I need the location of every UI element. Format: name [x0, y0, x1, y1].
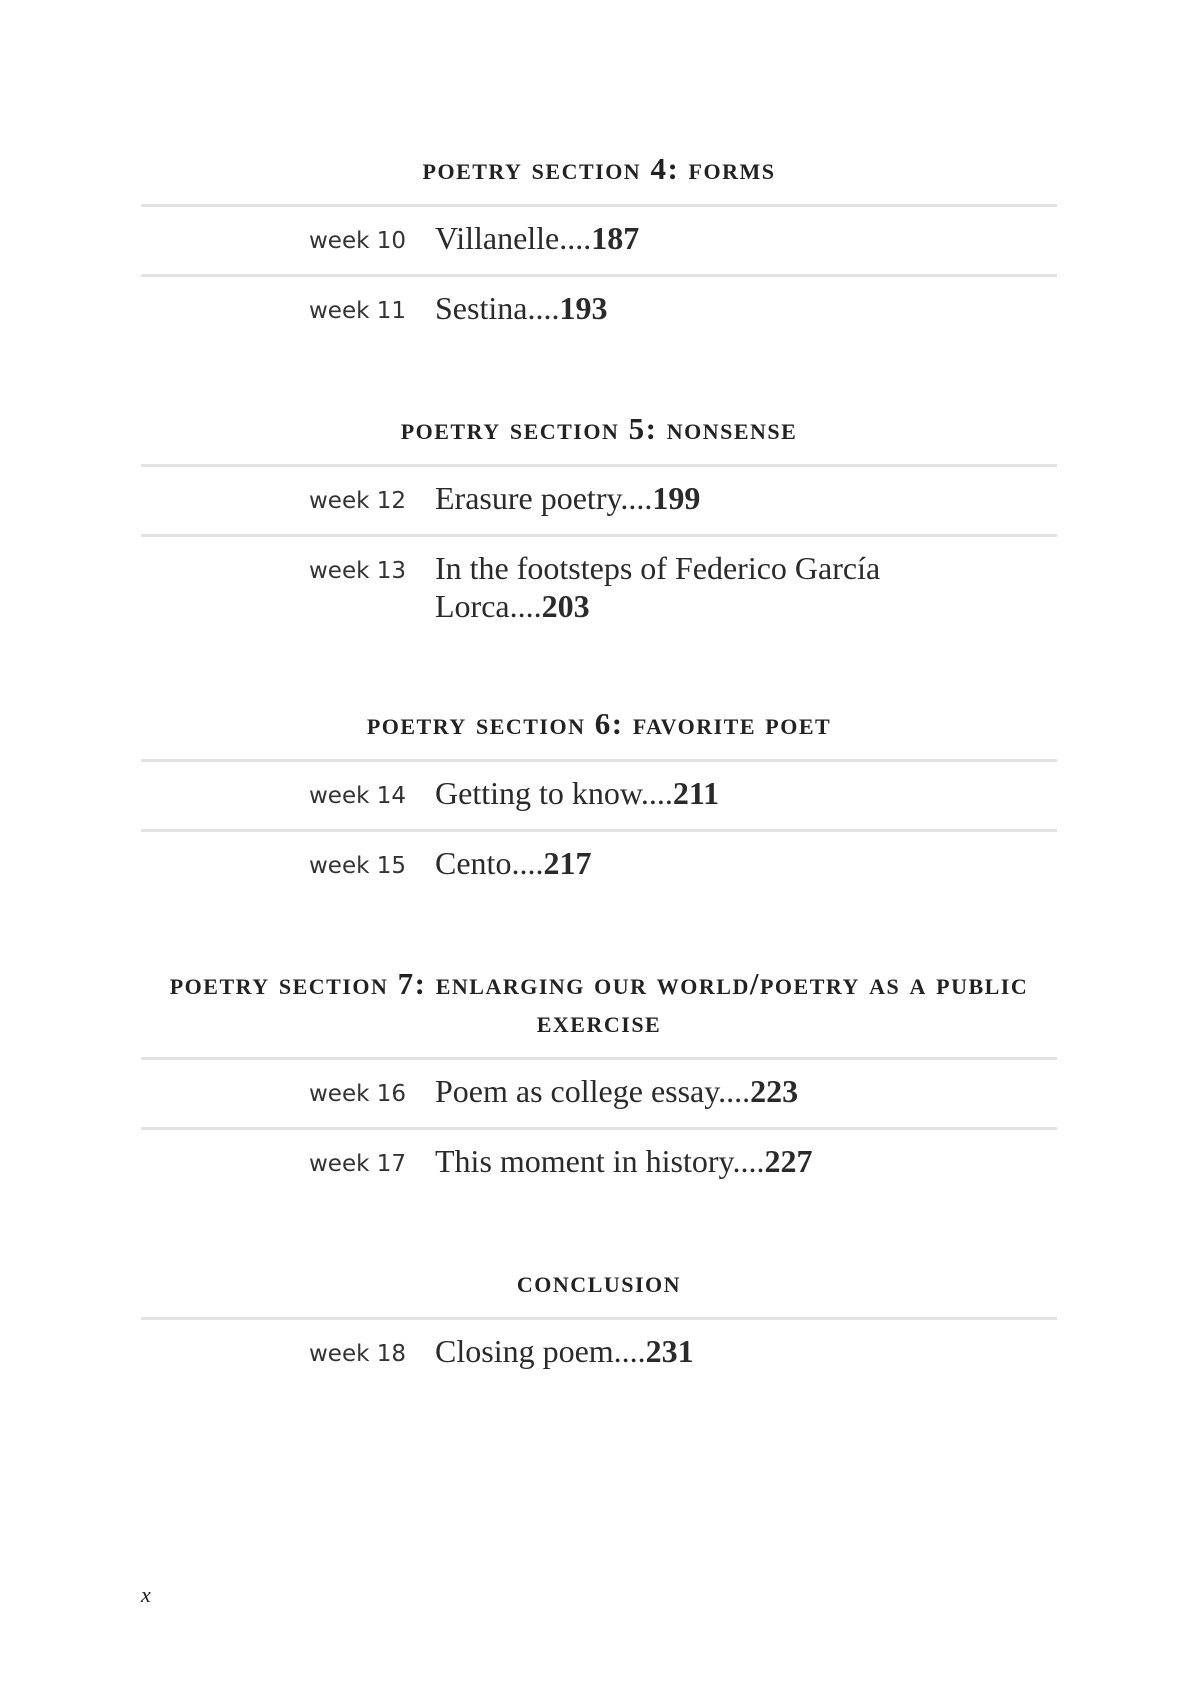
toc-entry[interactable]: [141, 1317, 1057, 1387]
entry-title: [435, 1332, 694, 1370]
page-number: 231: [645, 1333, 694, 1369]
entry-title: [435, 844, 591, 882]
toc-entry[interactable]: [141, 829, 1057, 899]
entry-title-text: In the footsteps of Federico García Lorca: [435, 550, 881, 624]
week-label: week 11: [309, 298, 407, 324]
leader-dots: ....: [511, 845, 544, 881]
page-number: 199: [652, 480, 701, 516]
section-title: poetry section 7: enlarging our world/poetry as a public exercise: [169, 966, 1029, 1039]
page-number: 203: [541, 588, 590, 624]
page-number: 217: [543, 845, 592, 881]
section-title: poetry section 5: nonsense: [400, 411, 798, 446]
entry-title: [435, 1072, 798, 1110]
toc-entry[interactable]: [141, 274, 1057, 344]
toc-section: [141, 1263, 1057, 1387]
week-label: week 17: [309, 1151, 407, 1177]
leader-dots: ....: [640, 775, 673, 811]
section-title: poetry section 6: favorite poet: [366, 706, 832, 741]
leader-dots: ....: [620, 480, 653, 516]
entry-title-text: Poem as college essay: [435, 1073, 719, 1109]
page-number: 187: [591, 220, 640, 256]
leader-dots: ....: [732, 1143, 765, 1179]
toc-entry[interactable]: [141, 534, 1057, 639]
page-number: 227: [764, 1143, 813, 1179]
entry-title-text: Erasure poetry: [435, 480, 621, 516]
page-number: 223: [750, 1073, 799, 1109]
entry-title: [435, 1142, 812, 1180]
toc-entry[interactable]: [141, 759, 1057, 829]
toc-entry[interactable]: [141, 1127, 1057, 1197]
entry-title: [435, 219, 639, 257]
toc-section: [141, 965, 1057, 1197]
page-number: 211: [672, 775, 720, 811]
entry-title-text: Villanelle: [435, 220, 560, 256]
page-folio: x: [141, 1582, 151, 1607]
entry-title-text: Closing poem: [435, 1333, 614, 1369]
entry-title: [435, 289, 607, 327]
toc-entry[interactable]: [141, 1057, 1057, 1127]
section-title: conclusion: [516, 1264, 682, 1299]
page-number: 193: [559, 290, 608, 326]
week-label: week 16: [309, 1081, 407, 1107]
entry-title: [435, 774, 719, 812]
entry-title: [435, 549, 895, 625]
entry-title-text: Sestina: [435, 290, 528, 326]
week-label: week 10: [309, 228, 407, 254]
toc-section: [141, 150, 1057, 344]
week-label: week 13: [309, 558, 407, 584]
toc-entry[interactable]: [141, 204, 1057, 274]
entry-title-text: Cento: [435, 845, 512, 881]
leader-dots: ....: [559, 220, 592, 256]
entry-title-text: This moment in history: [435, 1143, 733, 1179]
week-label: week 18: [309, 1341, 407, 1367]
week-label: week 15: [309, 853, 407, 879]
toc-section: [141, 705, 1057, 899]
toc-entry[interactable]: [141, 464, 1057, 534]
leader-dots: ....: [527, 290, 560, 326]
table-of-contents: [141, 150, 1057, 1387]
section-title: poetry section 4: forms: [422, 151, 776, 186]
entry-title-text: Getting to know: [435, 775, 641, 811]
week-label: week 14: [309, 783, 407, 809]
leader-dots: ....: [509, 588, 542, 624]
entry-title: [435, 479, 700, 517]
leader-dots: ....: [718, 1073, 751, 1109]
week-label: week 12: [309, 488, 407, 514]
toc-section: [141, 410, 1057, 639]
leader-dots: ....: [613, 1333, 646, 1369]
